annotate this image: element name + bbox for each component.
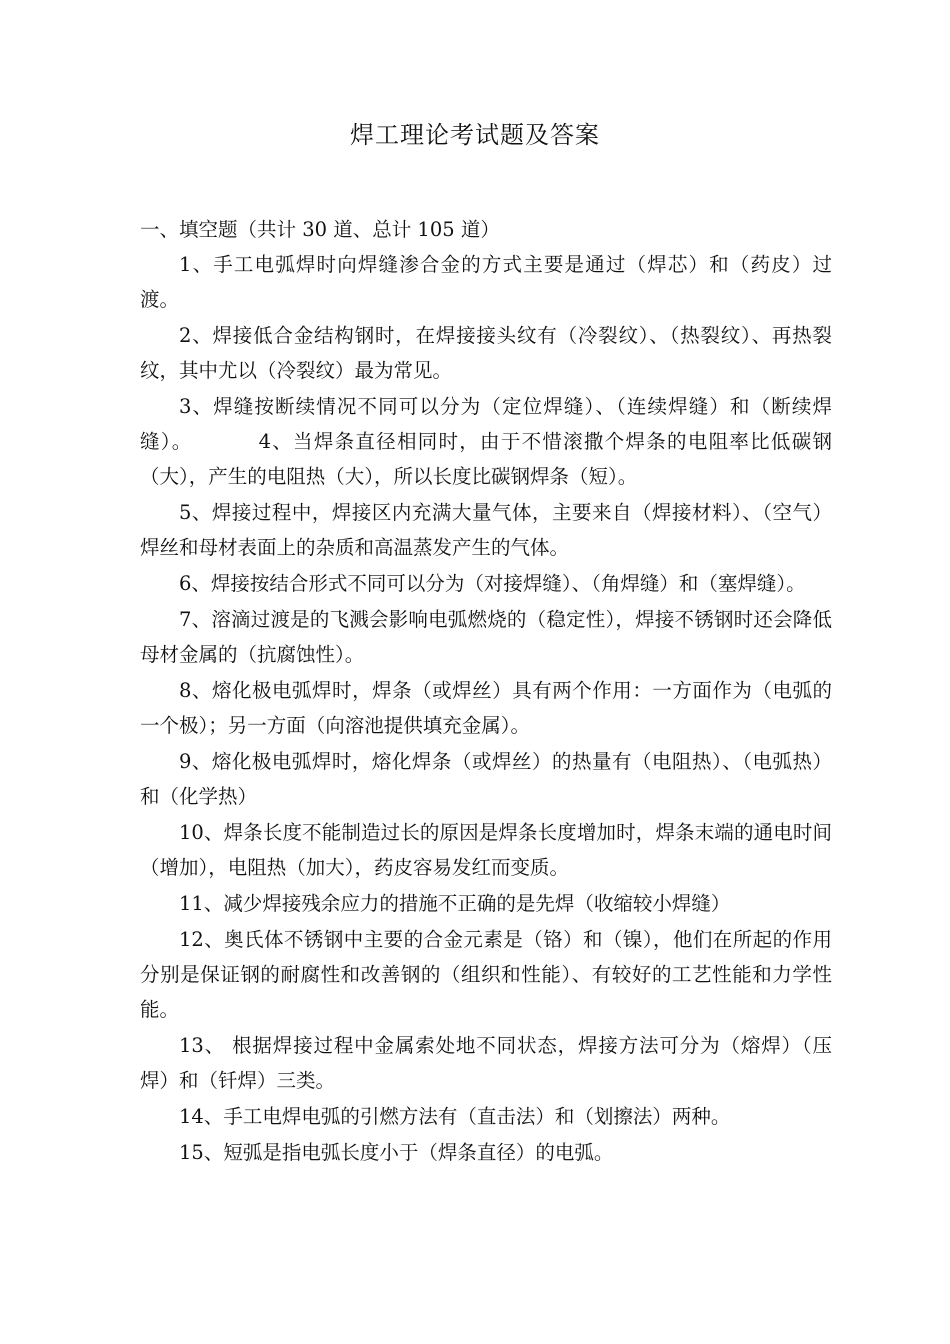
question-item-14: 14、手工电焊电弧的引燃方法有（直击法）和（划擦法）两种。 bbox=[179, 1105, 731, 1128]
question-item-3: 3、焊缝按断续情况不同可以分为（定位焊缝）、（连续焊缝）和（断续焊缝）。 bbox=[140, 395, 832, 453]
question-item-7: 7、溶滴过渡是的飞溅会影响电弧燃烧的（稳定性），焊接不锈钢时还会降低母材金属的（抗腐蚀性）。 bbox=[140, 608, 832, 666]
question-item-2: 2、焊接低合金结构钢时，在焊接接头纹有（冷裂纹）、（热裂纹）、再热裂纹，其中尤以（冷裂纹）最为常见。 bbox=[140, 324, 832, 382]
question-item-4: 4、当焊条直径相同时，由于不惜滚撒个焊条的电阻率比低碳钢（大），产生的电阻热（大），所以长度比碳钢焊条（短）。 bbox=[140, 430, 832, 488]
question-item-11: 11、减少焊接残余应力的措施不正确的是先焊（收缩较小焊缝） bbox=[179, 892, 731, 915]
question-item-9: 9、熔化极电弧焊时，熔化焊条（或焊丝）的热量有（电阻热）、（电弧热）和（化学热） bbox=[140, 750, 832, 808]
document-title: 焊工理论考试题及答案 bbox=[350, 121, 600, 149]
question-item-12: 12、奥氏体不锈钢中主要的合金元素是（铬）和（镍），他们在所起的作用分别是保证钢的耐腐性和改善钢的（组织和性能）、有较好的工艺性能和力学性能。 bbox=[140, 928, 832, 1021]
question-item-5: 5、焊接过程中，焊接区内充满大量气体，主要来自（焊接材料）、（空气）焊丝和母材表面上的杂质和高温蒸发产生的气体。 bbox=[140, 501, 832, 559]
question-item-8: 8、熔化极电弧焊时，焊条（或焊丝）具有两个作用：一方面作为（电弧的一个极）；另一方面（向溶池提供填充金属）。 bbox=[140, 679, 832, 737]
question-item-15: 15、短弧是指电弧长度小于（焊条直径）的电弧。 bbox=[179, 1141, 614, 1164]
question-item-3-4 bbox=[140, 389, 832, 494]
question-item-13: 13、 根据焊接过程中金属索处地不同状态，焊接方法可分为（熔焊）（压焊）和（钎焊）三类。 bbox=[140, 1034, 832, 1092]
document-body bbox=[140, 212, 832, 1170]
section-heading: 一、填空题（共计 30 道、总计 105 道） bbox=[140, 218, 500, 241]
question-item-6: 6、焊接按结合形式不同可以分为（对接焊缝）、（角焊缝）和（塞焊缝）。 bbox=[179, 572, 806, 595]
question-item-1: 1、手工电弧焊时向焊缝渗合金的方式主要是通过（焊芯）和（药皮）过渡。 bbox=[140, 253, 832, 311]
question-item-10: 10、焊条长度不能制造过长的原因是焊条长度增加时，焊条末端的通电时间（增加），电阻热（加大），药皮容易发红而变质。 bbox=[140, 821, 832, 879]
